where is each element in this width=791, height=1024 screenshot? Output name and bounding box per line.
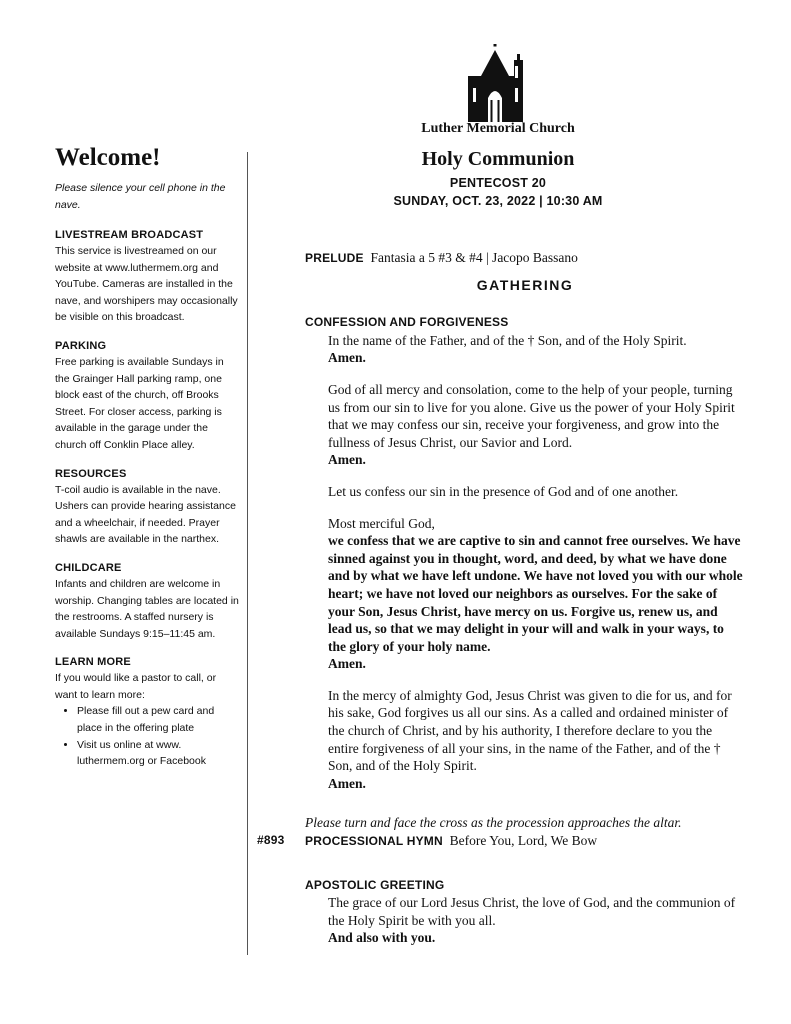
greeting-text: The grace of our Lord Jesus Christ, the love of God, and the communion of the Holy Spirit be with you all. — [328, 895, 736, 928]
procession-note: Please turn and face the cross as the procession approaches the altar. — [305, 815, 682, 831]
confession-p5: In the mercy of almighty God, Jesus Christ was given to die for us, and for his sake, God forgives us all our sins. As a called and ordained minister of the church of Christ, and by his authority, I therefore declare to you the entire forgiveness of all your sins, in the name of the Father, and of the † Son, and of the Holy Spirit. — [328, 687, 732, 774]
section-text: This service is livestreamed on our website at www.luthermem.org and YouTube. Cameras are installed in the nave, and worshipers may occasionally be visible on this broadcast. — [55, 245, 238, 324]
amen-response: Amen. — [328, 775, 366, 791]
column-divider — [247, 152, 248, 955]
greeting-response: And also with you. — [328, 930, 436, 946]
confession-p2: God of all mercy and consolation, come to the help of your people, turning us from our sin to live for you alone. Give us the power of your Holy Spirit that we may confess our sin, receive your forgiveness, and grow into the fullness of Jesus Christ, our Savior and Lord. — [328, 381, 735, 450]
welcome-sidebar — [55, 144, 240, 782]
section-text: Free parking is available Sundays in the Grainger Hall parking ramp, one block east of the church, off Brooks Street. For closer access, parking is available in the garage under the church off Conklin Place alley. — [55, 355, 224, 451]
confession-p3: Let us confess our sin in the presence of God and of one another. — [328, 483, 679, 499]
livestream-section — [55, 227, 240, 326]
resources-section — [55, 466, 240, 548]
greeting-label: APOSTOLIC GREETING — [305, 877, 445, 892]
welcome-title: Welcome! — [55, 144, 161, 171]
parking-section — [55, 338, 240, 454]
confession-p4-intro: Most merciful God, — [328, 515, 435, 531]
processional-hymn — [257, 832, 745, 851]
service-title: Holy Communion — [421, 148, 575, 170]
service-occasion: PENTECOST 20 — [449, 176, 547, 190]
confession-p4-response: we confess that we are captive to sin and cannot free ourselves. We have sinned against you in thought, word, and deed, by what we have done and by what we have left undone. We have not loved you with our whole heart; we have not loved our neighbors as ourselves. For the sake of your Son, Jesus Christ, have mercy on us. Forgive us, renew us, and lead us, so that we may delight in your will and walk in your ways, to the glory of your holy name. — [328, 533, 743, 654]
silence-note: Please silence your cell phone in the nave. — [55, 182, 226, 211]
confession-label: CONFESSION AND FORGIVENESS — [305, 315, 509, 330]
childcare-section — [55, 560, 240, 642]
service-date: SUNDAY, OCT. 23, 2022 | 10:30 AM — [393, 194, 603, 208]
section-text: If you would like a pastor to call, or want to learn more: — [55, 672, 217, 701]
gathering-heading: GATHERING — [476, 276, 574, 293]
amen-response: Amen. — [328, 452, 366, 468]
section-heading: LEARN MORE — [55, 656, 131, 669]
section-text: Infants and children are welcome in worship. Changing tables are located in the restrooms. A staffed nursery is available Sundays 9:15–11:45 am. — [55, 577, 239, 640]
prelude-line — [305, 249, 745, 268]
learn-more-list — [55, 703, 240, 769]
hymn-number: #893 — [257, 833, 285, 848]
learn-more-section — [55, 654, 240, 770]
list-item: • Please fill out a pew card and place in the offering plate — [77, 703, 240, 736]
section-text: T-coil audio is available in the nave. Ushers can provide hearing assistance and a wheelchair, if needed. Prayer shawls are available in the narthex. — [55, 483, 236, 546]
section-heading: CHILDCARE — [55, 561, 122, 574]
confession-p1: In the name of the Father, and of the † Son, and of the Holy Spirit. — [328, 332, 687, 348]
prelude-text: Fantasia a 5 #3 & #4 | Jacopo Bassano — [370, 250, 578, 265]
section-heading: LIVESTREAM BROADCAST — [55, 229, 204, 241]
hymn-label: PROCESSIONAL HYMN — [305, 834, 443, 849]
church-building-icon — [464, 44, 526, 122]
church-name: Luther Memorial Church — [421, 121, 575, 136]
hymn-title: Before You, Lord, We Bow — [449, 833, 598, 849]
list-item: • Visit us online at www. luthermem.org or Facebook — [77, 737, 240, 770]
section-heading: RESOURCES — [55, 467, 127, 480]
section-heading: PARKING — [55, 339, 107, 352]
prelude-label: PRELUDE — [305, 251, 364, 265]
order-of-worship — [257, 249, 745, 947]
amen-response: Amen. — [328, 656, 366, 672]
amen-response: Amen. — [328, 350, 366, 366]
